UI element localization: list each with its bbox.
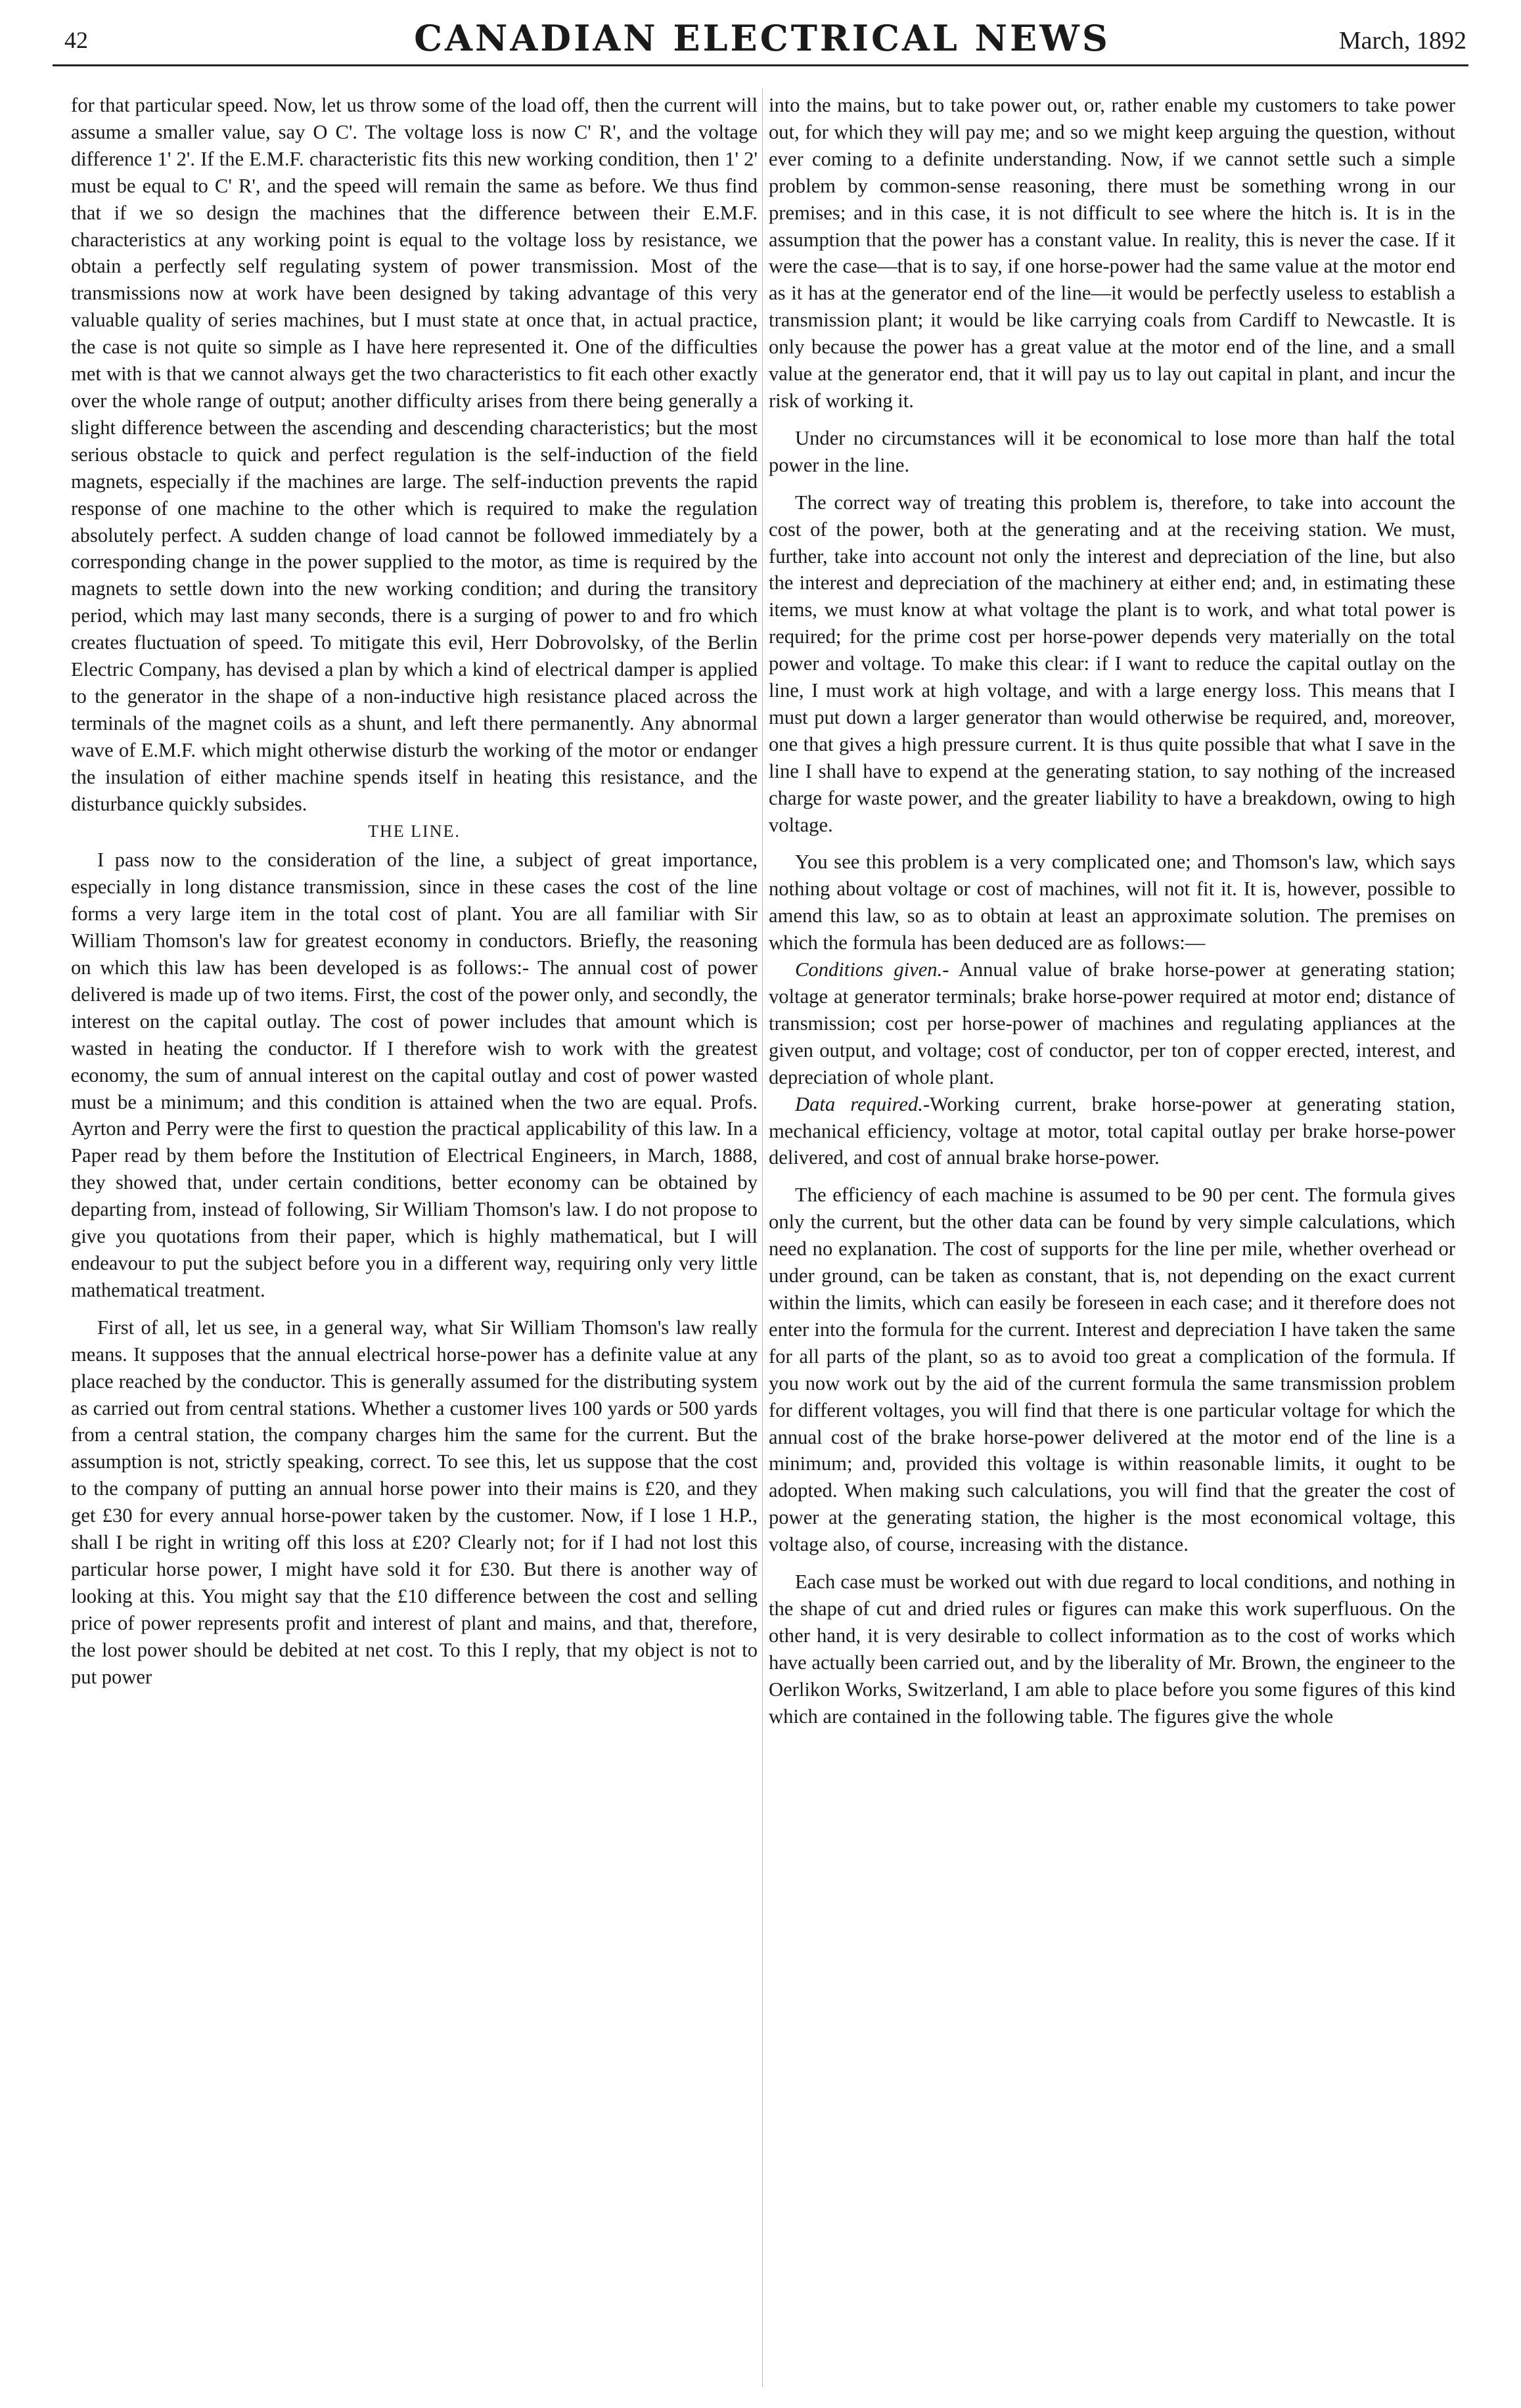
paragraph-body: Annual value of brake horse-power at generating station; voltage at generator terminals; brake horse-power required at motor end; distance of transmission; cost per horse-power of machines and regulating appliances at the given output, and voltage; cost of conductor, per ton of copper erected, interest, and depreciation of whole plant. bbox=[769, 958, 1455, 1088]
paragraph bbox=[769, 956, 1455, 1091]
paragraph-lead: Conditions given.- bbox=[795, 958, 949, 981]
paragraph: The efficiency of each machine is assumed to be 90 per cent. The formula gives only the current, but the other data can be found by very simple calculations, which need no explanation. The cost of supports for the line per mile, whether overhead or under ground, can be taken as constant, that is, not depending on the exact current within the limits, which can easily be foreseen in each case; and it therefore does not enter into the formula for the current. Interest and depreciation I have taken the same for all parts of the plant, so as to avoid too great a complication of the formula. If you now work out by the aid of the current formula the same transmission problem for different voltages, you will find that there is one particular voltage for which the annual cost of the brake horse-power delivered at the motor end of the line is a minimum; and, provided this voltage is within reasonable limits, it ought to be adopted. When making such calculations, you will find that the greater the cost of power at the generating station, the higher is the most economical voltage, this voltage also, of course, increasing with the distance. bbox=[769, 1184, 1455, 1556]
page-number: 42 bbox=[64, 27, 88, 53]
paragraph: The correct way of treating this problem is, therefore, to take into account the cost of the power, both at the generating and at the receiving station. We must, further, take into account not only the interest and depreciation of the line, but also the interest and depreciation of the machinery at either end; and, in estimating these items, we must know at what voltage the plant is to work, and what total power is required; for the prime cost per horse-power depends very materially on the total power and voltage. To make this clear: if I want to reduce the capital outlay on the line, I must work at high voltage, and with a large energy loss. This means that I must put down a larger generator than would otherwise be required, and, moreover, one that gives a high pressure current. It is thus quite possible that what I save in the line I shall have to expend at the generating station, to say nothing of the increased charge for waste power, and the greater liability to have a breakdown, owing to high voltage. bbox=[769, 491, 1455, 836]
paragraph: You see this problem is a very complicated one; and Thomson's law, which says nothing about voltage or cost of machines, will not fit it. It is, however, possible to amend this law, so as to obtain at least an approximate solution. The premises on which the formula has been deduced are as follows:— bbox=[769, 851, 1455, 954]
header-rule bbox=[53, 64, 1468, 66]
section-heading: THE LINE. bbox=[368, 822, 461, 841]
paragraph: Each case must be worked out with due regard to local conditions, and nothing in the shape of cut and dried rules or figures can make this work superfluous. On the other hand, it is very desirable to collect information as to the cost of works which have actually been carried out, and by the liberality of Mr. Brown, the engineer to the Oerlikon Works, Switzerland, I am able to place before you some figures of this kind which are contained in the following table. The figures give the whole bbox=[769, 1571, 1455, 1728]
page-header bbox=[53, 17, 1472, 63]
right-column bbox=[769, 92, 1455, 1729]
paragraph: I pass now to the consideration of the line, a subject of great importance, especially in long distance transmission, since in these cases the cost of the line forms a very large item in the total cost of plant. You are all familiar with Sir William Thomson's law for greatest economy in conductors. Briefly, the reasoning on which this law has been developed is as follows:- The annual cost of power delivered is made up of two items. First, the cost of the power only, and secondly, the interest on the capital outlay. The cost of power includes that amount which is wasted in heating the conductor. If I therefore wish to work with the greatest economy, the sum of annual interest on the capital outlay and cost of power wasted must be a minimum; and this condition is attained when the two are equal. Profs. Ayrton and Perry were the first to question the practical applicability of this law. In a Paper read by them before the Institution of Electrical Engineers, in March, 1888, they showed that, under certain conditions, better economy can be obtained by departing from, instead of following, Sir William Thomson's law. I do not propose to give you quotations from their paper, which is highly mathematical, but I will endeavour to put the subject before you in a different way, requiring only very little mathematical treatment. bbox=[71, 849, 758, 1301]
paragraph: First of all, let us see, in a general way, what Sir William Thomson's law really means. It supposes that the annual electrical horse-power has a definite value at any place reached by the conductor. This is generally assumed for the distributing system as carried out from central stations. Whether a customer lives 100 yards or 500 yards from a central station, the company charges him the same for the current. But the assumption is not, strictly speaking, correct. To see this, let us suppose that the cost to the company of putting an annual horse power into their mains is £20, and they get £30 for every annual horse-power taken by the customer. Now, if I lose 1 H.P., shall I be right in writing off this loss at £20? Clearly not; for if I had not lost this particular horse power, I might have sold it for £30. But there is another way of looking at this. You might say that the £10 difference between the cost and selling price of power represents profit and interest of plant and mains, and that, therefore, the lost power should be debited at net cost. To this I reply, that my object is not to put power bbox=[71, 1316, 758, 1688]
paragraph: for that particular speed. Now, let us throw some of the load off, then the current will assume a smaller value, say O C'. The voltage loss is now C' R', and the voltage difference 1' 2'. If the E.M.F. characteristic fits this new working condition, then 1' 2' must be equal to C' R', and the speed will remain the same as before. We thus find that if we so design the machines that the difference between their E.M.F. characteristics at any working point is equal to the voltage loss by resistance, we obtain a perfectly self regulating system of power transmission. Most of the transmissions now at work have been designed by taking advantage of this very valuable quality of series machines, but I must state at once that, in actual practice, the case is not quite so simple as I have here represented it. One of the difficulties met with is that we cannot always get the two characteristics to fit each other exactly over the whole range of output; another difficulty arises from there being generally a slight difference between the ascending and descending characteristics; but the most serious obstacle to quick and perfect regulation is the self-induction of the field magnets, especially if the machines are large. The self-induction prevents the rapid response of one machine to the other which is required to make the regulation absolutely perfect. A sudden change of load cannot be followed immediately by a corresponding change in the power supplied to the motor, as time is required by the magnets to settle down into the new working condition; and during the transitory period, which may last many seconds, there is a surging of power to and fro which creates fluctuation of speed. To mitigate this evil, Herr Dobrovolsky, of the Berlin Electric Company, has devised a plan by which a kind of electrical damper is applied to the generator in the shape of a non-inductive high resistance placed across the terminals of the magnet coils as a shunt, and left there permanently. Any abnormal wave of E.M.F. which might otherwise disturb the working of the motor or endanger the insulation of either machine spends itself in heating this resistance, and the disturbance quickly subsides. bbox=[71, 94, 758, 815]
column-divider bbox=[762, 88, 763, 2387]
paragraph: into the mains, but to take power out, or, rather enable my customers to take power out, for which they will pay me; and so we might keep arguing the question, without ever coming to a definite understanding. Now, if we cannot settle such a simple problem by common-sense reasoning, there must be something wrong in our premises; and in this case, it is not difficult to see where the hitch is. It is in the assumption that the power has a constant value. In reality, this is never the case. If it were the case—that is to say, if one horse-power had the same value at the motor end as it has at the generator end of the line—it would be perfectly useless to establish a transmission plant; it would be like carrying coals from Cardiff to Newcastle. It is only because the power has a great value at the motor end of the line, and a small value at the generator end, that it will pay us to lay out capital in plant, and incur the risk of working it. bbox=[769, 94, 1455, 412]
paragraph: Under no circumstances will it be economical to lose more than half the total power in the line. bbox=[769, 426, 1455, 476]
paragraph-body: Working current, brake horse-power at generating station, mechanical efficiency, voltage at motor, total capital outlay per brake horse-power delivered, and cost of annual brake horse-power. bbox=[769, 1092, 1456, 1169]
issue-date: March, 1892 bbox=[1338, 27, 1466, 55]
left-column bbox=[71, 92, 758, 1690]
paragraph-lead: Data required.- bbox=[795, 1092, 930, 1115]
paragraph bbox=[769, 1091, 1455, 1172]
publication-title: CANADIAN ELECTRICAL NEWS bbox=[414, 17, 1110, 59]
